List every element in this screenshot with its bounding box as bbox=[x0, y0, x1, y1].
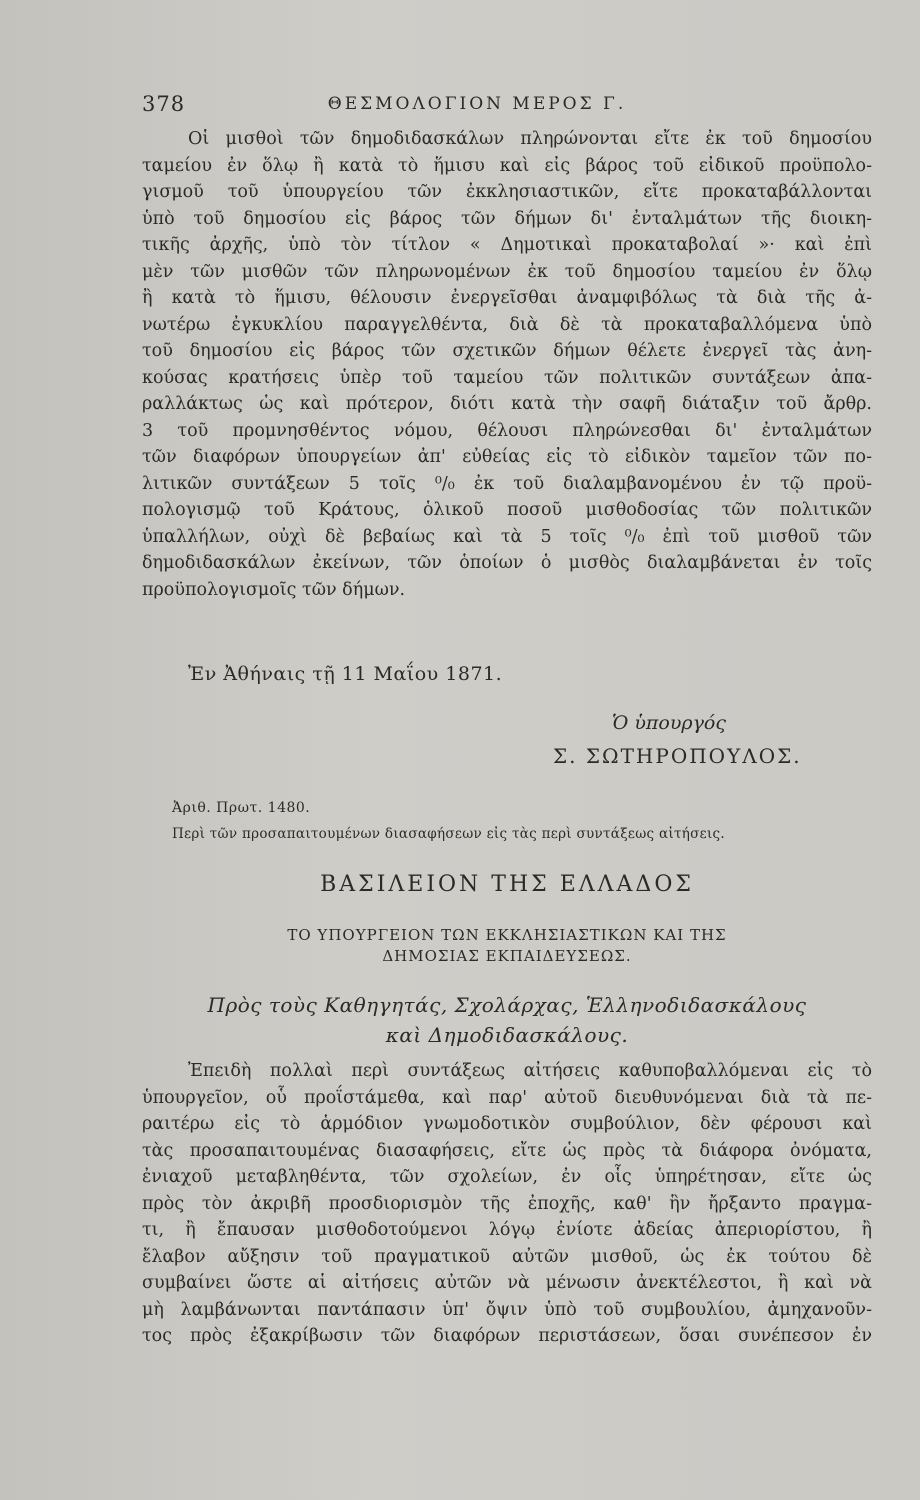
ministry-heading-line: ΔΗΜΟΣΙΑΣ ΕΚΠΑΙΔΕΥΣΕΩΣ. bbox=[382, 947, 632, 965]
text-line: τι, ἢ ἔπαυσαν μισθοδοτούμενοι λόγῳ ἐνίοτε ἀδείας ἀπεριορίστου, ἢ bbox=[142, 1220, 872, 1240]
ministry-heading bbox=[142, 925, 872, 967]
text-line: ὑπαλλήλων, οὐχὶ δὲ βεβαίως καὶ τὰ 5 τοῖς ⁰/₀ ἐπὶ τοῦ μισθοῦ τῶν bbox=[142, 526, 872, 547]
ministry-heading-line: ΤΟ ΥΠΟΥΡΓΕΙΟΝ ΤΩΝ ΕΚΚΛΗΣΙΑΣΤΙΚΩΝ ΚΑΙ ΤΗΣ bbox=[287, 926, 727, 944]
text-line: λιτικῶν συντάξεων 5 τοῖς ⁰/₀ ἐκ τοῦ διαλαμβανομένου ἐν τῷ προϋ- bbox=[142, 473, 872, 494]
text-line: ἔλαβον αὔξησιν τοῦ πραγματικοῦ αὐτῶν μισθοῦ, ὡς ἐκ τούτου δὲ bbox=[142, 1246, 872, 1267]
minister-signature-name: Σ. ΣΩΤΗΡΟΠΟΥΛΟΣ. bbox=[553, 744, 802, 768]
text-line: πρὸς τὸν ἀκριβῆ προσδιορισμὸν τῆς ἐποχῆς, καθ' ἣν ἤρξαντο πραγμα- bbox=[142, 1193, 872, 1214]
text-line: ὑπουργεῖον, οὗ προΐστάμεθα, καὶ παρ' αὐτοῦ διευθυνόμεναι διὰ τὰ πε- bbox=[142, 1087, 872, 1108]
kingdom-heading: ΒΑΣΙΛΕΙΟΝ ΤΗΣ ΕΛΛΑΔΟΣ bbox=[320, 872, 694, 897]
text-line: προϋπολογισμοῖς τῶν δήμων. bbox=[142, 579, 406, 600]
text-line: δημοδιδασκάλων ἐκείνων, τῶν ὁποίων ὁ μισθὸς διαλαμβάνεται ἐν τοῖς bbox=[142, 553, 872, 573]
text-line: γισμοῦ τοῦ ὑπουργείου τῶν ἐκκλησιαστικῶν, εἴτε προκαταβάλλονται bbox=[142, 182, 872, 202]
text-line: ἐνιαχοῦ μεταβληθέντα, τῶν σχολείων, ἐν οἷς ὑπηρέτησαν, εἴτε ὡς bbox=[142, 1167, 872, 1187]
text-line: τοῦ δημοσίου εἰς βάρος τῶν σχετικῶν δήμων θέλετε ἐνεργεῖ τὰς ἀνη- bbox=[142, 341, 872, 361]
subject-line: Περὶ τῶν προσαπαιτουμένων διασαφήσεων εἰς τὰς περὶ συντάξεως αἰτήσεις. bbox=[172, 826, 726, 842]
paragraph-1 bbox=[142, 126, 872, 603]
addressee-line: Πρὸς τοὺς Καθηγητάς, Σχολάρχας, Ἑλληνοδιδασκάλους bbox=[207, 993, 807, 1017]
minister-role: Ὁ ὑπουργός bbox=[612, 712, 726, 734]
addressee bbox=[142, 990, 872, 1050]
place-date: Ἐν Ἀθήναις τῇ 11 Μαΐου 1871. bbox=[188, 663, 503, 685]
text-line: Ἐπειδὴ πολλαὶ περὶ συντάξεως αἰτήσεις καθυποβαλλόμεναι εἰς τὸ bbox=[188, 1061, 872, 1081]
text-line: πολογισμῷ τοῦ Κράτους, ὁλικοῦ ποσοῦ μισθοδοσίας τῶν πολιτικῶν bbox=[142, 500, 872, 520]
text-line: τικῆς ἀρχῆς, ὑπὸ τὸν τίτλον « Δημοτικαὶ προκαταβολαί »· καὶ ἐπὶ bbox=[142, 235, 872, 255]
text-line: τὰς προσαπαιτουμένας διασαφήσεις, εἴτε ὡς πρὸς τὰ διάφορα ὀνόματα, bbox=[142, 1140, 872, 1161]
running-title: ΘΕΣΜΟΛΟΓΙΟΝ ΜΕΡΟΣ Γ. bbox=[327, 94, 627, 114]
text-line: κούσας κρατήσεις ὑπὲρ τοῦ ταμείου τῶν πολιτικῶν συντάξεων ἀπα- bbox=[142, 367, 872, 388]
text-line: ραιτέρω εἰς τὸ ἁρμόδιον γνωμοδοτικὸν συμβούλιον, δὲν φέρουσι καὶ bbox=[142, 1114, 872, 1134]
text-line: ραλλάκτως ὡς καὶ πρότερον, διότι κατὰ τὴν σαφῆ διάταξιν τοῦ ἄρθρ. bbox=[142, 394, 872, 414]
text-line: μὲν τῶν μισθῶν τῶν πληρωνομένων ἐκ τοῦ δημοσίου ταμείου ἐν ὅλῳ bbox=[142, 261, 872, 282]
text-line: μὴ λαμβάνωνται παντάπασιν ὑπ' ὄψιν ὑπὸ τοῦ συμβουλίου, ἀμηχανοῦν- bbox=[142, 1299, 872, 1320]
protocol-number: Ἀριθ. Πρωτ. 1480. bbox=[172, 800, 311, 816]
page-header bbox=[142, 92, 872, 122]
text-line: ὑπὸ τοῦ δημοσίου εἰς βάρος τῶν δήμων δι' ἐνταλμάτων τῆς διοικη- bbox=[142, 208, 872, 229]
addressee-line: καὶ Δημοδιδασκάλους. bbox=[385, 1023, 629, 1047]
paragraph-2 bbox=[142, 1058, 872, 1350]
text-line: τῶν διαφόρων ὑπουργείων ἀπ' εὐθείας εἰς τὸ εἰδικὸν ταμεῖον τῶν πο- bbox=[142, 447, 872, 467]
page-number: 378 bbox=[142, 92, 186, 116]
text-line: ταμείου ἐν ὅλῳ ἢ κατὰ τὸ ἥμισυ καὶ εἰς βάρος τοῦ εἰδικοῦ προϋπολο- bbox=[142, 155, 872, 176]
text-line: συμβαίνει ὥστε αἱ αἰτήσεις αὐτῶν νὰ μένωσιν ἀνεκτέλεστοι, ἢ καὶ νὰ bbox=[142, 1273, 872, 1293]
text-line: Οἱ μισθοὶ τῶν δημοδιδασκάλων πληρώνονται εἴτε ἐκ τοῦ δημοσίου bbox=[188, 129, 872, 149]
text-line: τος πρὸς ἐξακρίβωσιν τῶν διαφόρων περιστάσεων, ὅσαι συνέπεσον ἐν bbox=[142, 1326, 872, 1346]
text-line: νωτέρω ἐγκυκλίου παραγγελθέντα, διὰ δὲ τὰ προκαταβαλλόμενα ὑπὸ bbox=[142, 314, 872, 335]
text-line: ἢ κατὰ τὸ ἥμισυ, θέλουσιν ἐνεργεῖσθαι ἀναμφιβόλως τὰ διὰ τῆς ἀ- bbox=[142, 288, 872, 308]
text-line: 3 τοῦ προμνησθέντος νόμου, θέλουσι πληρώνεσθαι δι' ἐνταλμάτων bbox=[142, 420, 872, 441]
